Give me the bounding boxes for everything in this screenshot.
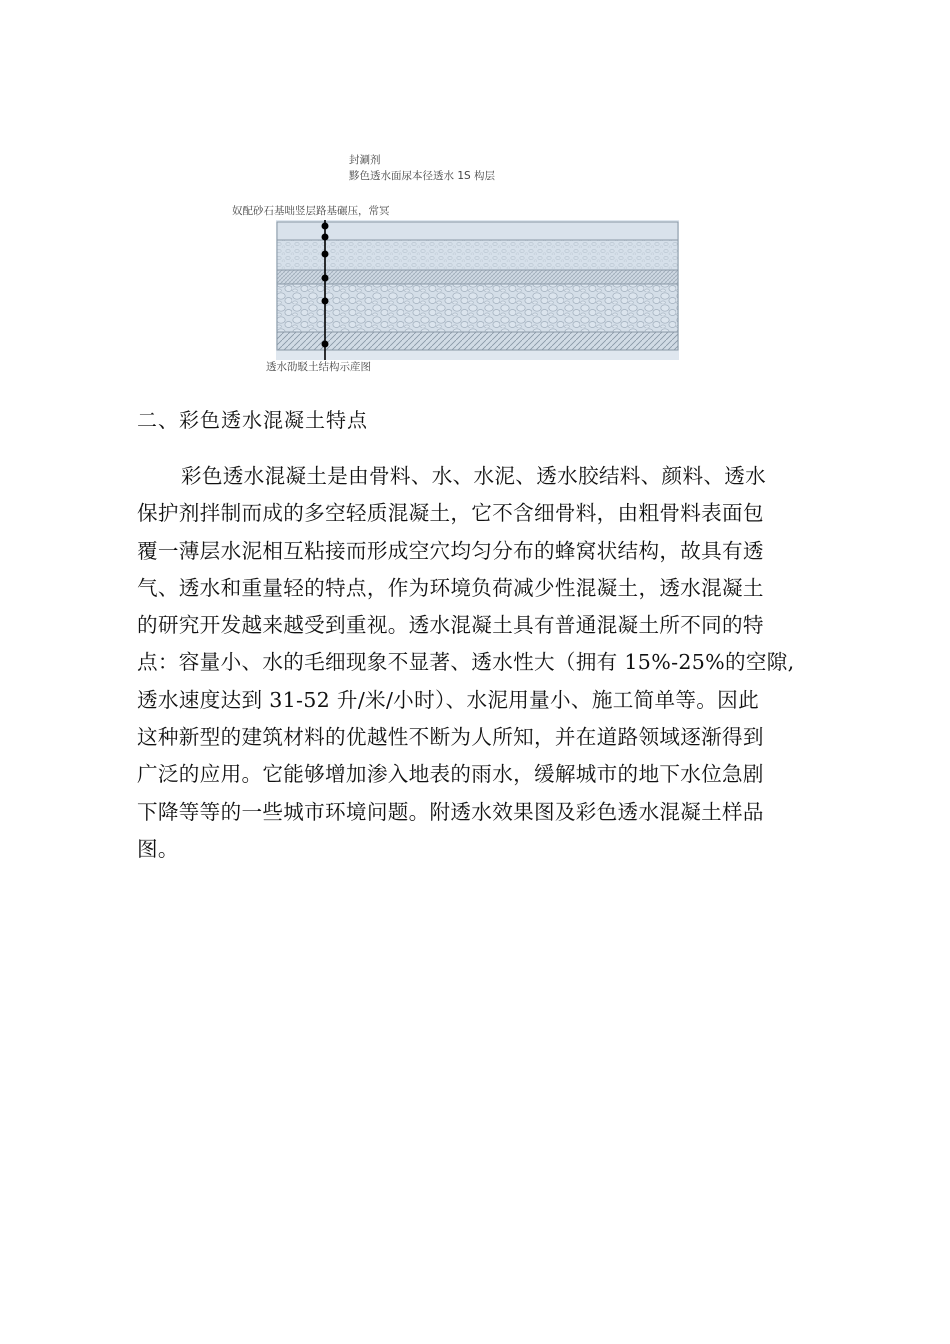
marker-dot xyxy=(322,251,329,258)
paragraph-line: 这种新型的建筑材料的优越性不断为人所知，并在道路领域逐渐得到 xyxy=(137,725,764,750)
body-paragraph xyxy=(137,458,807,868)
marker-dot xyxy=(322,298,329,305)
layer-subgrade xyxy=(277,332,678,350)
marker-dot xyxy=(322,341,329,348)
paragraph-line: 覆一薄层水泥相互粘接而形成空穴均匀分布的蜂窝状结构，故具有透 xyxy=(137,538,764,563)
layer-permeable-concrete xyxy=(277,240,678,270)
marker-dot xyxy=(322,275,329,282)
paragraph-line: 透水速度达到 31-52 升/米/小时）、水泥用量小、施工简单等。因此 xyxy=(137,687,759,712)
paragraph-line: 图。 xyxy=(137,836,179,861)
figure-label-base-layer: 奴配砂石基咄竖层路基碾压，常冥 xyxy=(232,205,390,217)
figure-caption: 透水劭駁土结构示産图 xyxy=(266,361,371,373)
paragraph-line: 广泛的应用。它能够增加渗入地表的雨水，缓解城市的地下水位急剧 xyxy=(137,762,764,787)
paragraph-line: 彩色透水混凝土是由骨料、水、水泥、透水胶结料、颜料、透水 xyxy=(181,464,767,488)
paragraph-line: 的研究开发越来越受到重视。透水混凝土具有普通混凝土所不同的特 xyxy=(137,613,764,638)
paragraph-line: 保护剂拌制而成的多空轻质混凝土，它不含细骨料，由粗骨料表面包 xyxy=(137,501,764,526)
paragraph-line: 点：容量小、水的毛细现象不显著、透水性大（拥有 15%-25%的空隙, xyxy=(137,650,795,675)
layer-fine-aggregate xyxy=(277,270,678,284)
paragraph-line: 下降等等的一些城市环境问题。附透水效果图及彩色透水混凝土样品 xyxy=(137,799,764,824)
layer-gravel-base xyxy=(277,284,678,332)
section-heading: 二、彩色透水混凝土特点 xyxy=(137,408,368,432)
marker-dot xyxy=(322,234,329,241)
structure-diagram xyxy=(276,220,679,360)
figure-label-surface-layer: 黟色透水面尿本径透水 1S 构层 xyxy=(349,170,496,182)
layer-sealant xyxy=(277,222,678,240)
paragraph-line: 气、透水和重量轻的特点，作为环境负荷减少性混凝土，透水混凝土 xyxy=(137,575,764,600)
marker-dot xyxy=(322,223,329,230)
figure-label-sealant: 封涮剂 xyxy=(349,154,381,166)
